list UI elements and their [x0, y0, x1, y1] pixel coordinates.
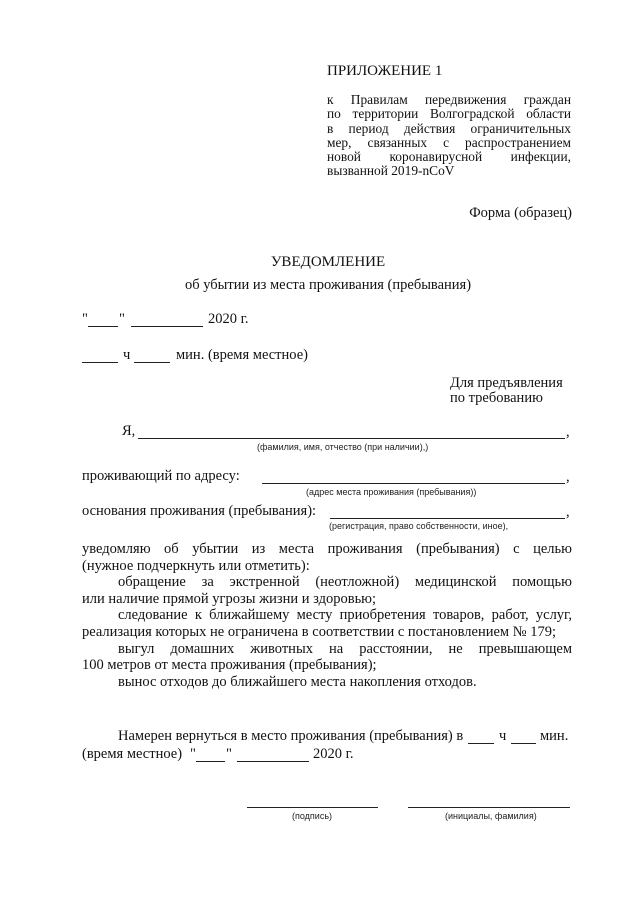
comma: , [566, 469, 570, 485]
date-day-field[interactable] [88, 326, 118, 327]
appendix-line: в период действия ограничительных [327, 120, 571, 136]
name-prefix: Я, [122, 423, 136, 439]
notice-body [82, 541, 572, 690]
date-quote-close: " [119, 311, 125, 327]
appendix-line: вызванной 2019-nCoV [327, 163, 455, 179]
purpose-option-shopping[interactable]: следование к ближайшему месту приобретения товаров, работ, услуг, [118, 607, 572, 624]
return-quote-close: " [226, 746, 232, 762]
appendix-line: по территории Волгоградской области [327, 106, 571, 122]
initials-hint: (инициалы, фамилия) [445, 811, 537, 821]
basis-field[interactable] [330, 518, 565, 519]
address-field[interactable] [262, 483, 565, 484]
comma: , [566, 504, 570, 520]
full-name-field[interactable] [138, 438, 565, 439]
date-month-field[interactable] [131, 326, 203, 327]
basis-hint: (регистрация, право собственности, иное), [329, 521, 509, 531]
appendix-line: новой коронавирусной инфекции, [327, 149, 571, 165]
return-time-local: (время местное) [82, 746, 183, 762]
return-year: 2020 г. [313, 746, 354, 762]
signature-hint: (подпись) [292, 811, 333, 821]
address-hint: (адрес места проживания (пребывания)) [306, 487, 477, 497]
date-year: 2020 г. [208, 311, 249, 327]
presentation-note [450, 376, 563, 406]
date-quote-open: " [82, 311, 88, 327]
presentation-line: по требованию [450, 390, 543, 406]
return-hours-field[interactable] [468, 743, 494, 744]
return-hours-label: ч [499, 728, 507, 744]
return-quote-open: " [190, 746, 196, 762]
time-hours-label: ч [123, 347, 131, 363]
body-line: (нужное подчеркнуть или отметить): [82, 557, 310, 574]
appendix-text [327, 93, 571, 179]
purpose-option-medical-cont[interactable]: или наличие прямой угрозы жизни и здоровью; [82, 590, 377, 607]
comma: , [566, 424, 570, 440]
return-minutes-label: мин. [540, 728, 569, 744]
purpose-option-medical[interactable]: обращение за экстренной (неотложной) медицинской помощью [118, 574, 572, 591]
return-day-field[interactable] [196, 761, 225, 762]
address-label: проживающий по адресу: [82, 468, 240, 484]
initials-field[interactable] [408, 807, 570, 808]
presentation-line: Для предъявления [450, 375, 563, 391]
signature-field[interactable] [247, 807, 378, 808]
appendix-line: мер, связанных с распространением [327, 134, 571, 150]
document-subtitle: об убытии из места проживания (пребывания) [184, 277, 472, 293]
purpose-option-waste[interactable]: вынос отходов до ближайшего места накопления отходов. [118, 673, 477, 690]
purpose-option-pets-cont[interactable]: 100 метров от места проживания (пребывания); [82, 657, 377, 674]
time-hours-field[interactable] [82, 362, 118, 363]
time-minutes-field[interactable] [134, 362, 170, 363]
body-line: уведомляю об убытии из места проживания (пребывания) с целью [82, 541, 572, 557]
purpose-option-shopping-cont[interactable]: реализация которых не ограничена в соответствии с постановлением № 179; [82, 623, 556, 640]
return-month-field[interactable] [237, 761, 309, 762]
return-text: Намерен вернуться в место проживания (пребывания) в [118, 728, 464, 744]
basis-label: основания проживания (пребывания): [82, 503, 317, 519]
full-name-hint: (фамилия, имя, отчество (при наличии),) [257, 442, 429, 452]
form-label: Форма (образец) [469, 205, 572, 221]
time-minutes-label: мин. (время местное) [176, 347, 308, 363]
return-minutes-field[interactable] [511, 743, 536, 744]
appendix-title: ПРИЛОЖЕНИЕ 1 [327, 63, 443, 79]
appendix-line: к Правилам передвижения граждан [327, 92, 571, 107]
purpose-option-pets[interactable]: выгул домашних животных на расстоянии, не превышающем [118, 640, 572, 657]
document-title: УВЕДОМЛЕНИЕ [270, 254, 386, 270]
